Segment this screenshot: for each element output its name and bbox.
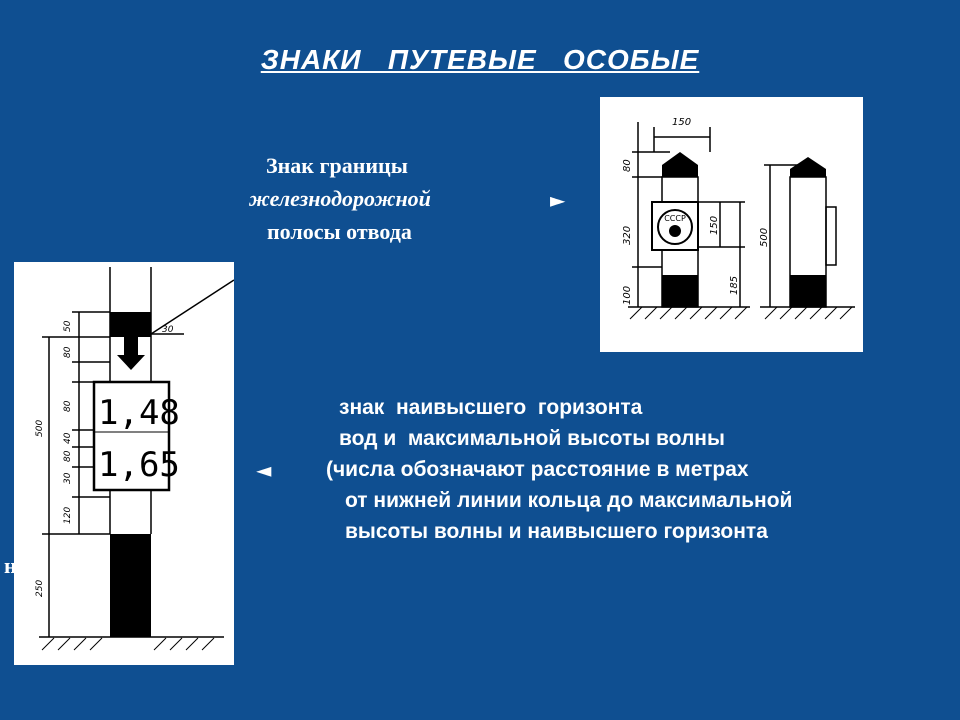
- dim-120: 120: [63, 506, 73, 524]
- dim-width: 150: [672, 117, 692, 128]
- water-sign-drawing: [14, 262, 234, 665]
- dim-lower: 185: [729, 275, 740, 295]
- dim-80c: 80: [63, 450, 73, 462]
- water-caption-line-2: вод и максимальной высоты волны: [339, 427, 725, 450]
- water-caption-line-3: (числа обозначают расстояние в метрах: [326, 458, 749, 481]
- dim-500: 500: [35, 419, 45, 437]
- page-title: ЗНАКИ ПУТЕВЫЕ ОСОБЫЕ: [260, 44, 700, 75]
- dim-80: 80: [63, 346, 73, 358]
- arrow-left-icon: ◄: [256, 458, 272, 482]
- dim-total: 500: [759, 227, 770, 247]
- plate-value-1: 1,48: [98, 393, 180, 433]
- dim-top: 80: [622, 159, 633, 172]
- boundary-caption-line-3: полосы отвода: [267, 219, 412, 244]
- boundary-caption-line-1: Знак границы: [266, 153, 408, 178]
- boundary-caption-line-2: железнодорожной: [249, 186, 431, 211]
- water-caption-line-1: знак наивысшего горизонта: [339, 396, 643, 419]
- arrow-right-icon: ►: [550, 188, 566, 212]
- dim-40: 40: [63, 432, 73, 444]
- dim-plate-inner: 150: [709, 215, 720, 235]
- emblem-text: СССР: [664, 214, 686, 223]
- boundary-sign-drawing: [600, 97, 863, 352]
- water-caption-line-4: от нижней линии кольца до максимальной: [345, 489, 793, 512]
- dim-30b: 30: [63, 472, 73, 484]
- boundary-sign-svg: [600, 97, 863, 352]
- plate-value-2: 1,65: [98, 445, 180, 485]
- edge-text-fragment: н: [4, 553, 17, 578]
- water-caption-line-5: высоты волны и наивысшего горизонта: [345, 520, 768, 543]
- water-sign-svg: [14, 262, 234, 665]
- dim-bottom: 100: [622, 285, 633, 305]
- dim-30-leader: 30: [162, 325, 174, 335]
- dim-plate: 320: [622, 225, 633, 245]
- dim-80b: 80: [63, 400, 73, 412]
- dim-50: 50: [63, 320, 73, 332]
- dim-250: 250: [35, 579, 45, 597]
